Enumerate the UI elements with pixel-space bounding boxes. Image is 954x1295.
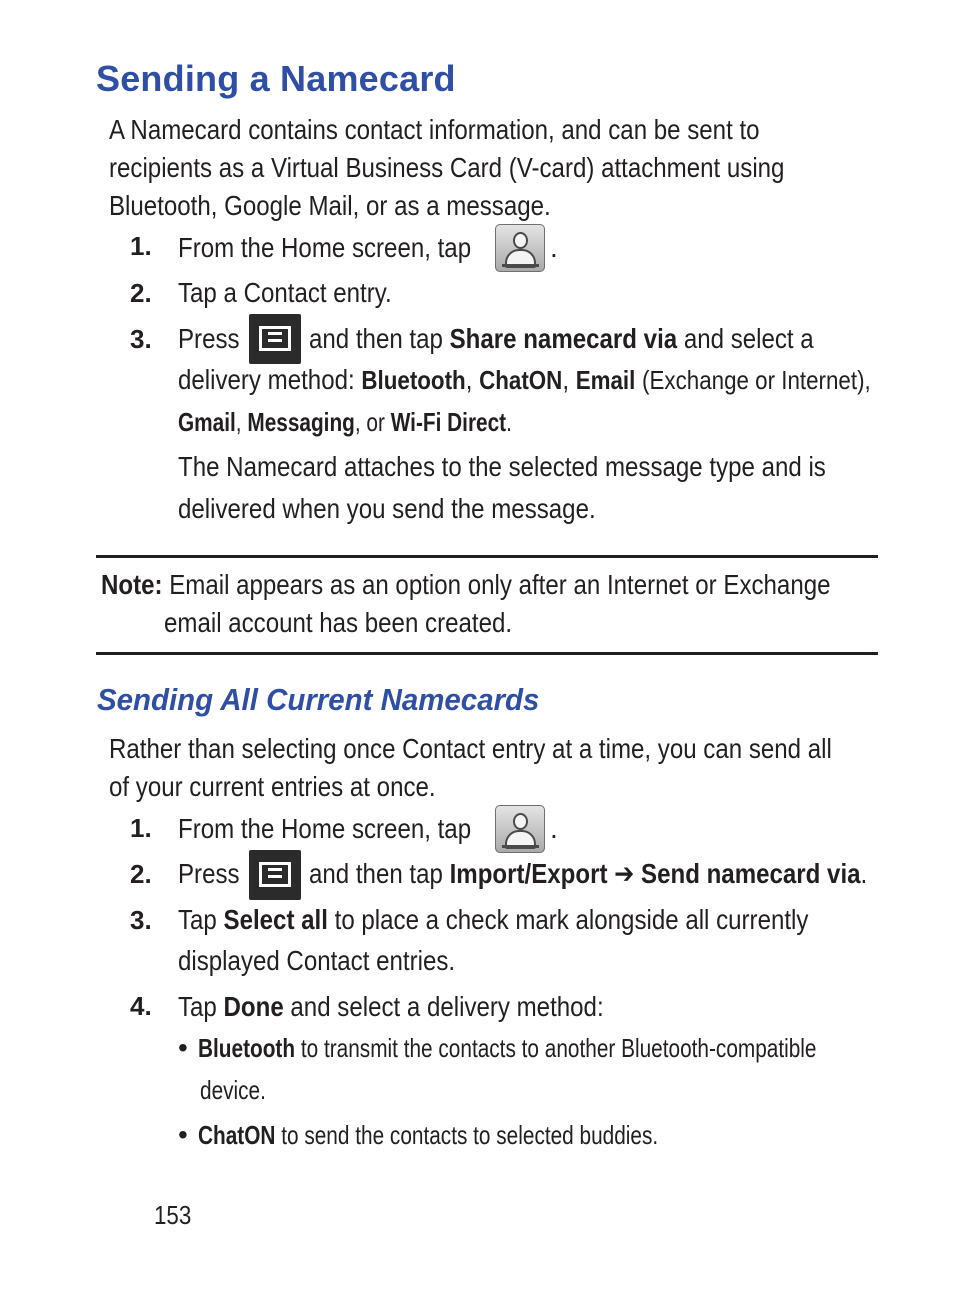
- section-subtitle: Sending All Current Namecards: [97, 682, 540, 717]
- step-number: 2.: [130, 859, 152, 889]
- step-period: .: [550, 232, 558, 263]
- step-number: 3.: [130, 905, 152, 935]
- step-text: and then tap Import/Export ➔ Send namecard via.: [309, 858, 868, 889]
- step-text: Tap Done and select a delivery method:: [178, 991, 604, 1022]
- note-bottom-rule: [96, 652, 878, 655]
- note-label: Note:: [101, 569, 163, 600]
- page-title: Sending a Namecard: [96, 58, 456, 99]
- step-number: 2.: [130, 278, 152, 308]
- arrow-icon: ➔: [614, 858, 635, 889]
- step-number: 3.: [130, 324, 152, 354]
- bullet-item-bluetooth: • Bluetooth to transmit the contacts to another Bluetooth-compatible: [178, 1032, 817, 1063]
- step-text: Press: [178, 858, 240, 889]
- menu-icon[interactable]: [249, 850, 301, 900]
- note-line-2: email account has been created.: [164, 607, 513, 638]
- step-text: Press: [178, 323, 240, 354]
- step-number: 1.: [130, 231, 152, 261]
- contacts-icon[interactable]: [495, 224, 545, 272]
- step-text-delivery: delivery method: Bluetooth, ChatON, Email (Exchange or Internet),: [178, 364, 871, 395]
- page-number: 153: [154, 1200, 192, 1230]
- intro2-line-1: Rather than selecting once Contact entry at a time, you can send all: [109, 733, 832, 764]
- step-description-2: delivered when you send the message.: [178, 493, 596, 524]
- step-text: Tap Select all to place a check mark alongside all currently: [178, 904, 809, 935]
- menu-icon[interactable]: [249, 314, 301, 364]
- note-top-rule: [96, 555, 878, 558]
- step-text: From the Home screen, tap: [178, 232, 472, 263]
- step-text: Tap a Contact entry.: [178, 277, 392, 308]
- intro-line-3: Bluetooth, Google Mail, or as a message.: [109, 190, 551, 221]
- note-line-1: Note: Email appears as an option only after an Internet or Exchange: [101, 569, 831, 600]
- step-period: .: [550, 813, 558, 844]
- step-number: 4.: [130, 991, 152, 1021]
- bullet-item-bluetooth-cont: device.: [200, 1075, 266, 1105]
- step-number: 1.: [130, 813, 152, 843]
- step-text-2: displayed Contact entries.: [178, 945, 456, 976]
- intro-line-1: A Namecard contains contact information, and can be sent to: [109, 114, 760, 145]
- step-description-1: The Namecard attaches to the selected message type and is: [178, 451, 826, 482]
- step-text: From the Home screen, tap: [178, 813, 472, 844]
- bullet-item-chaton: • ChatON to send the contacts to selected buddies.: [178, 1119, 658, 1150]
- step-text: and then tap Share namecard via and select a: [309, 323, 814, 354]
- intro2-line-2: of your current entries at once.: [109, 771, 436, 802]
- intro-line-2: recipients as a Virtual Business Card (V-card) attachment using: [109, 152, 785, 183]
- step-text-options: Gmail, Messaging, or Wi-Fi Direct.: [178, 407, 512, 437]
- contacts-icon[interactable]: [495, 805, 545, 853]
